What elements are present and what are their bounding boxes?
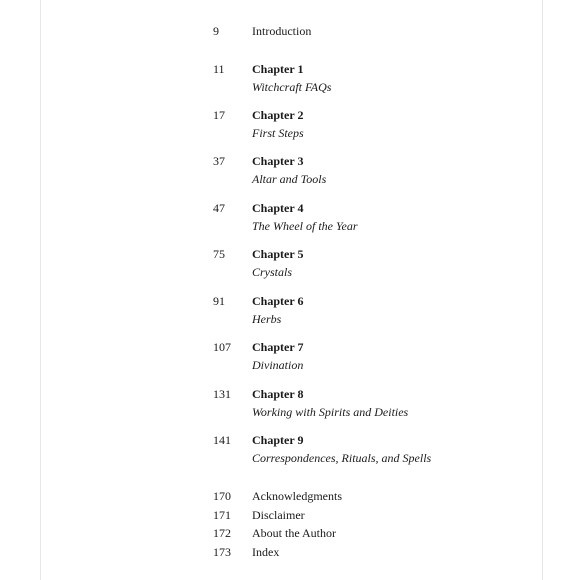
toc-entry-label: Introduction — [252, 24, 312, 38]
toc-page-number: 170 — [213, 489, 231, 503]
chapter-title: Herbs — [252, 312, 282, 326]
chapter-label: Chapter 3 — [252, 154, 304, 168]
chapter-title: Working with Spirits and Deities — [252, 405, 409, 419]
chapter-label: Chapter 7 — [252, 340, 304, 354]
toc-page-number: 173 — [213, 545, 231, 559]
table-of-contents — [41, 0, 542, 580]
toc-page-number: 11 — [213, 62, 225, 76]
chapter-title: First Steps — [252, 126, 304, 140]
toc-page-number: 172 — [213, 526, 231, 540]
chapter-title: Crystals — [252, 265, 293, 279]
toc-page-number: 171 — [213, 508, 231, 522]
toc-page-number: 17 — [213, 108, 225, 122]
toc-page-number: 107 — [213, 340, 231, 354]
toc-entry-label: Acknowledgments — [252, 489, 342, 503]
chapter-label: Chapter 2 — [252, 108, 304, 122]
toc-page-number: 75 — [213, 247, 225, 261]
toc-page-number: 47 — [213, 201, 225, 215]
toc-page-number: 131 — [213, 387, 231, 401]
chapter-label: Chapter 8 — [252, 387, 304, 401]
chapter-label: Chapter 4 — [252, 201, 304, 215]
toc-page-number: 91 — [213, 294, 225, 308]
chapter-title: Witchcraft FAQs — [252, 80, 332, 94]
chapter-label: Chapter 9 — [252, 433, 304, 447]
toc-page-number: 37 — [213, 154, 225, 168]
chapter-title: The Wheel of the Year — [252, 219, 358, 233]
chapter-title: Altar and Tools — [252, 172, 327, 186]
chapter-title: Correspondences, Rituals, and Spells — [252, 451, 432, 465]
chapter-label: Chapter 5 — [252, 247, 304, 261]
toc-entry-label: Index — [252, 545, 280, 559]
book-page — [40, 0, 543, 580]
chapter-title: Divination — [252, 358, 304, 372]
toc-page-number: 9 — [213, 24, 219, 38]
toc-page-number: 141 — [213, 433, 231, 447]
chapter-label: Chapter 6 — [252, 294, 304, 308]
chapter-label: Chapter 1 — [252, 62, 304, 76]
toc-entry-label: Disclaimer — [252, 508, 305, 522]
toc-entry-label: About the Author — [252, 526, 336, 540]
